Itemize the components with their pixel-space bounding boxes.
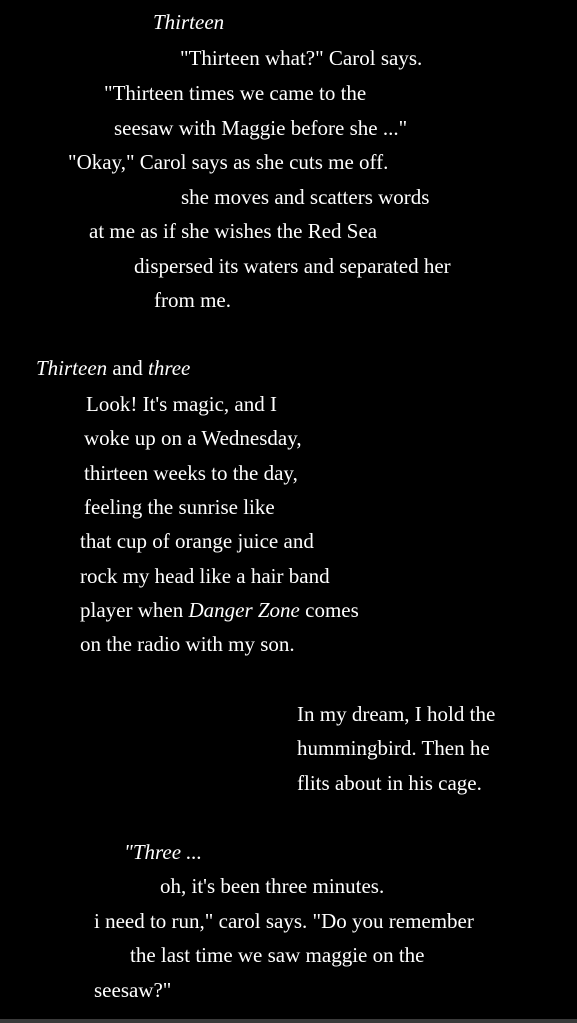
stanza3-line-1: In my dream, I hold the xyxy=(297,702,496,726)
stanza2-line-3: thirteen weeks to the day, xyxy=(84,461,298,485)
stanza1-line-8: from me. xyxy=(154,288,231,312)
stanza4-line-4: the last time we saw maggie on the xyxy=(130,943,425,967)
stanza1-line-2: "Thirteen times we came to the xyxy=(104,81,367,105)
stanza4-line-3: i need to run," carol says. "Do you remember xyxy=(94,909,474,933)
stanza1-line-6: at me as if she wishes the Red Sea xyxy=(89,219,378,243)
stanza1-line-1: "Thirteen what?" Carol says. xyxy=(180,46,423,70)
stanza2-line-1: Look! It's magic, and I xyxy=(86,392,277,416)
stanza1-line-4: "Okay," Carol says as she cuts me off. xyxy=(68,150,389,174)
stanza2-line-4: feeling the sunrise like xyxy=(84,495,275,519)
stanza3-line-2: hummingbird. Then he xyxy=(297,736,490,760)
stanza1-line-5: she moves and scatters words xyxy=(181,185,430,209)
stanza1-heading: Thirteen xyxy=(153,10,225,34)
stanza4-line-2: oh, it's been three minutes. xyxy=(160,874,385,898)
stanza2-line-7-part3: comes xyxy=(299,598,359,622)
stanza2-line-7 xyxy=(80,600,359,621)
stanza1-line-3: seesaw with Maggie before she ..." xyxy=(114,116,408,140)
stanza2-line-8: on the radio with my son. xyxy=(80,632,295,656)
stanza2-heading xyxy=(36,358,190,379)
stanza2-line-7-part1: player when xyxy=(80,598,189,622)
stanza2-heading-part3: three xyxy=(148,356,191,380)
stanza4-line-1: "Three ... xyxy=(124,840,203,864)
stanza1-line-7: dispersed its waters and separated her xyxy=(134,254,451,278)
bottom-edge-divider xyxy=(0,1019,577,1023)
stanza2-heading-part1: Thirteen xyxy=(36,356,108,380)
stanza3-line-3: flits about in his cage. xyxy=(297,771,482,795)
stanza2-heading-part2: and xyxy=(107,356,148,380)
stanza4-line-5: seesaw?" xyxy=(94,978,172,1002)
stanza2-line-7-title: Danger Zone xyxy=(188,598,300,622)
stanza2-line-6: rock my head like a hair band xyxy=(80,564,330,588)
stanza2-line-2: woke up on a Wednesday, xyxy=(84,426,302,450)
stanza2-line-5: that cup of orange juice and xyxy=(80,529,314,553)
